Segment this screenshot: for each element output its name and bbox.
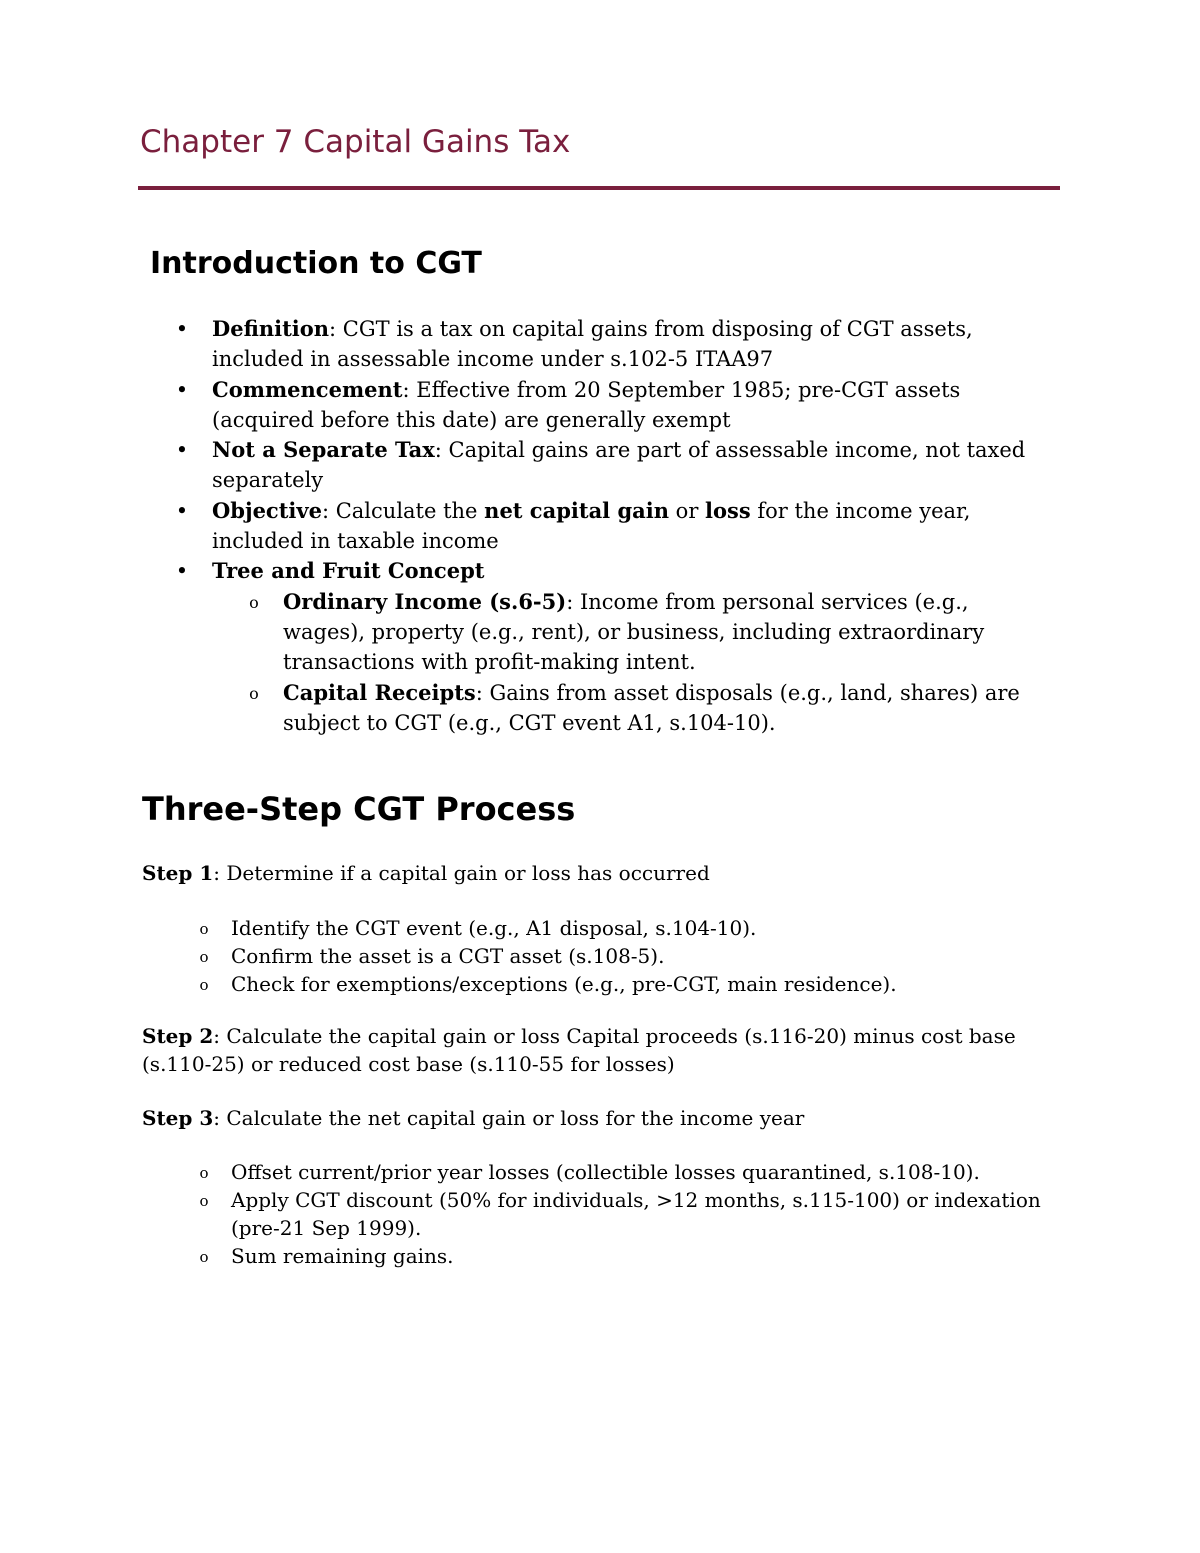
list-item-text: Apply CGT discount (50% for individuals, >12 months, s.115-100) or indexation (pre-21 Sep 1999). bbox=[231, 1188, 1041, 1240]
sub-list-item bbox=[0, 678, 1050, 739]
list-item-text: Check for exemptions/exceptions (e.g., pre-CGT, main residence). bbox=[231, 972, 897, 996]
item-sep: : bbox=[475, 680, 483, 705]
item-term: Ordinary Income (s.6-5) bbox=[283, 588, 567, 614]
item-sep: : bbox=[434, 438, 442, 463]
list-item bbox=[0, 375, 1200, 436]
item-text: Income from personal services (e.g., wages), property (e.g., rent), or business, including extraordinary transactions with profit-making intent. bbox=[283, 589, 985, 675]
step-2-paragraph bbox=[142, 1022, 1062, 1078]
intro-bullet-list bbox=[0, 314, 1200, 738]
sub-list-item bbox=[0, 587, 1050, 678]
step-1-list bbox=[0, 914, 1200, 998]
circle-bullet-icon: o bbox=[199, 1164, 209, 1182]
circle-bullet-icon: o bbox=[199, 976, 209, 994]
list-item bbox=[0, 1158, 1200, 1186]
list-item bbox=[0, 1242, 1200, 1270]
list-item bbox=[0, 314, 1200, 375]
item-text: Gains from asset disposals (e.g., land, shares) are subject to CGT (e.g., CGT event A1, s.104-10). bbox=[283, 680, 1020, 735]
item-emphasis: net capital gain bbox=[484, 497, 669, 523]
bullet-icon: • bbox=[175, 498, 189, 523]
list-item-text: Sum remaining gains. bbox=[231, 1244, 454, 1268]
item-term: Tree and Fruit Concept bbox=[212, 558, 485, 584]
circle-bullet-icon: o bbox=[199, 920, 209, 938]
item-sep: : bbox=[321, 498, 330, 523]
list-item bbox=[0, 496, 1200, 557]
step-text: : Calculate the net capital gain or loss for the income year bbox=[213, 1106, 805, 1130]
circle-bullet-icon: o bbox=[249, 592, 259, 612]
step-text: : Calculate the capital gain or loss Capital proceeds (s.116-20) minus cost base (s.110-25) or reduced cost base (s.110-55 for losses) bbox=[142, 1024, 1016, 1076]
circle-bullet-icon: o bbox=[249, 683, 259, 703]
circle-bullet-icon: o bbox=[199, 948, 209, 966]
circle-bullet-icon: o bbox=[199, 1248, 209, 1266]
item-text: for the income year, included in taxable income bbox=[212, 498, 971, 554]
list-item-text: Confirm the asset is a CGT asset (s.108-5). bbox=[231, 944, 665, 968]
item-sep: : bbox=[402, 377, 410, 402]
list-item bbox=[0, 556, 1200, 738]
list-item-text: Identify the CGT event (e.g., A1 disposal, s.104-10). bbox=[231, 916, 757, 940]
intro-heading: Introduction to CGT bbox=[150, 246, 482, 281]
step-3-list bbox=[0, 1158, 1200, 1270]
list-item bbox=[0, 435, 1200, 496]
step-label: Step 1 bbox=[142, 861, 214, 885]
bullet-icon: • bbox=[175, 317, 189, 341]
step-3-paragraph bbox=[142, 1104, 1062, 1132]
list-item bbox=[0, 914, 1200, 942]
step-1-paragraph bbox=[142, 859, 1062, 887]
circle-bullet-icon: o bbox=[199, 1192, 209, 1210]
list-item bbox=[0, 942, 1200, 970]
bullet-icon: • bbox=[175, 559, 189, 584]
list-item bbox=[0, 970, 1200, 998]
item-sep: : bbox=[329, 317, 337, 341]
item-sep: : bbox=[566, 589, 574, 614]
item-text: Effective from 20 September 1985; pre-CGT assets (acquired before this date) are generally exempt bbox=[212, 377, 961, 432]
bullet-icon: • bbox=[175, 377, 189, 402]
step-label: Step 2 bbox=[142, 1024, 214, 1048]
item-emphasis: loss bbox=[705, 497, 751, 523]
item-text: Capital gains are part of assessable income, not taxed separately bbox=[212, 438, 1026, 493]
list-item-text: Offset current/prior year losses (collectible losses quarantined, s.108-10). bbox=[231, 1160, 980, 1184]
title-divider bbox=[138, 186, 1060, 190]
item-term: Capital Receipts bbox=[283, 679, 476, 705]
item-text: CGT is a tax on capital gains from disposing of CGT assets, included in assessable income under s.102-5 ITAA97 bbox=[212, 317, 973, 372]
list-item bbox=[0, 1186, 1200, 1242]
item-term: Definition bbox=[212, 316, 330, 341]
step-text: : Determine if a capital gain or loss has occurred bbox=[213, 861, 710, 885]
bullet-icon: • bbox=[175, 438, 189, 463]
process-heading: Three-Step CGT Process bbox=[142, 790, 576, 828]
item-text: or bbox=[669, 498, 706, 523]
chapter-title: Chapter 7 Capital Gains Tax bbox=[140, 124, 571, 160]
sub-bullet-list bbox=[212, 587, 1050, 738]
item-term: Commencement bbox=[212, 376, 403, 402]
step-label: Step 3 bbox=[142, 1106, 214, 1130]
item-term: Objective bbox=[212, 497, 322, 523]
item-text: Calculate the bbox=[329, 498, 485, 523]
item-term: Not a Separate Tax bbox=[212, 437, 435, 463]
